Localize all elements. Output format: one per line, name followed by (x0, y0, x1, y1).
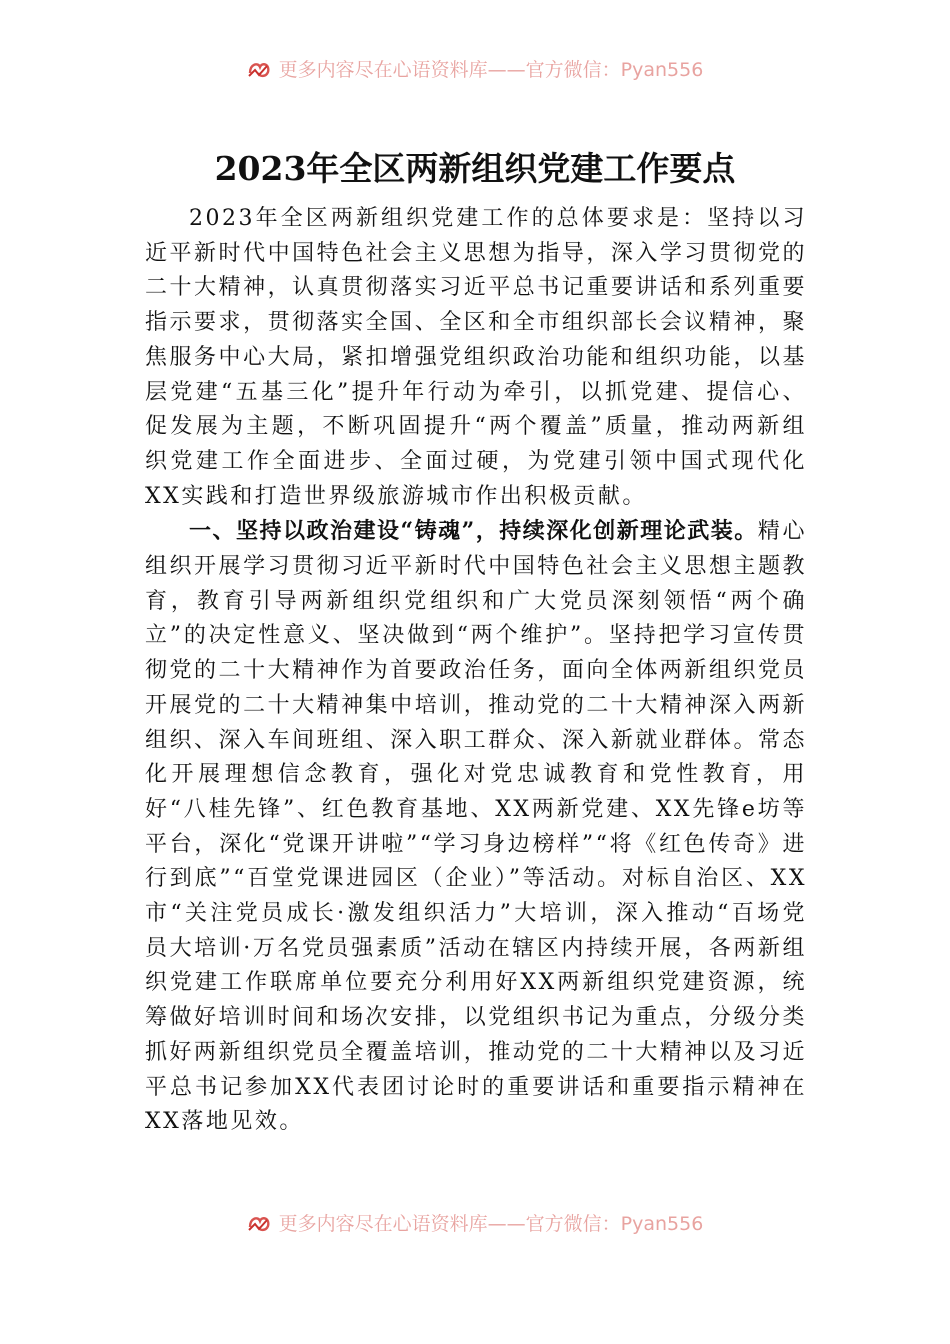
intro-paragraph: 2023年全区两新组织党建工作的总体要求是：坚持以习近平新时代中国特色社会主义思想为指导，深入学习贯彻党的二十大精神，认真贯彻落实习近平总书记重要讲话和系列重要指示要求，贯彻落实全国、全区和全市组织部长会议精神，聚焦服务中心大局，紧扣增强党组织政治功能和组织功能，以基层党建“五基三化”提升年行动为牵引，以抓党建、提信心、促发展为主题，不断巩固提升“两个覆盖”质量，推动两新组织党建工作全面进步、全面过硬，为党建引领中国式现代化XX实践和打造世界级旅游城市作出积极贡献。 (145, 206, 807, 509)
logo-icon (247, 58, 273, 80)
section-1-paragraph (145, 514, 807, 1140)
watermark-header (0, 55, 950, 82)
section-1-heading: 一、坚持以政治建设“铸魂”，持续深化创新理论武装。 (189, 518, 758, 545)
watermark-text: 更多内容尽在心语资料库——官方微信：Pyan556 (278, 59, 704, 81)
logo-icon (247, 1212, 273, 1234)
watermark-footer (0, 1209, 950, 1236)
document-title: 2023年全区两新组织党建工作要点 (214, 149, 736, 188)
watermark-text: 更多内容尽在心语资料库——官方微信：Pyan556 (278, 1213, 704, 1235)
document-body (145, 202, 807, 1140)
section-1-body: 精心组织开展学习贯彻习近平新时代中国特色社会主义思想主题教育，教育引导两新组织党组织和广大党员深刻领悟“两个确立”的决定性意义、坚决做到“两个维护”。坚持把学习宣传贯彻党的二十大精神作为首要政治任务，面向全体两新组织党员开展党的二十大精神集中培训，推动党的二十大精神深入两新组织、深入车间班组、深入职工群众、深入新就业群体。常态化开展理想信念教育，强化对党忠诚教育和党性教育，用好“八桂先锋”、红色教育基地、XX两新党建、XX先锋e坊等平台，深化“党课开讲啦”“学习身边榜样”“将《红色传奇》进行到底”“百堂党课进园区（企业）”等活动。对标自治区、XX市“关注党员成长·激发组织活力”大培训，深入推动“百场党员大培训·万名党员强素质”活动在辖区内持续开展，各两新组织党建工作联席单位要充分利用好XX两新组织党建资源，统筹做好培训时间和场次安排，以党组织书记为重点，分级分类抓好两新组织党员全覆盖培训，推动党的二十大精神以及习近平总书记参加XX代表团讨论时的重要讲话和重要指示精神在XX落地见效。 (145, 519, 807, 1135)
